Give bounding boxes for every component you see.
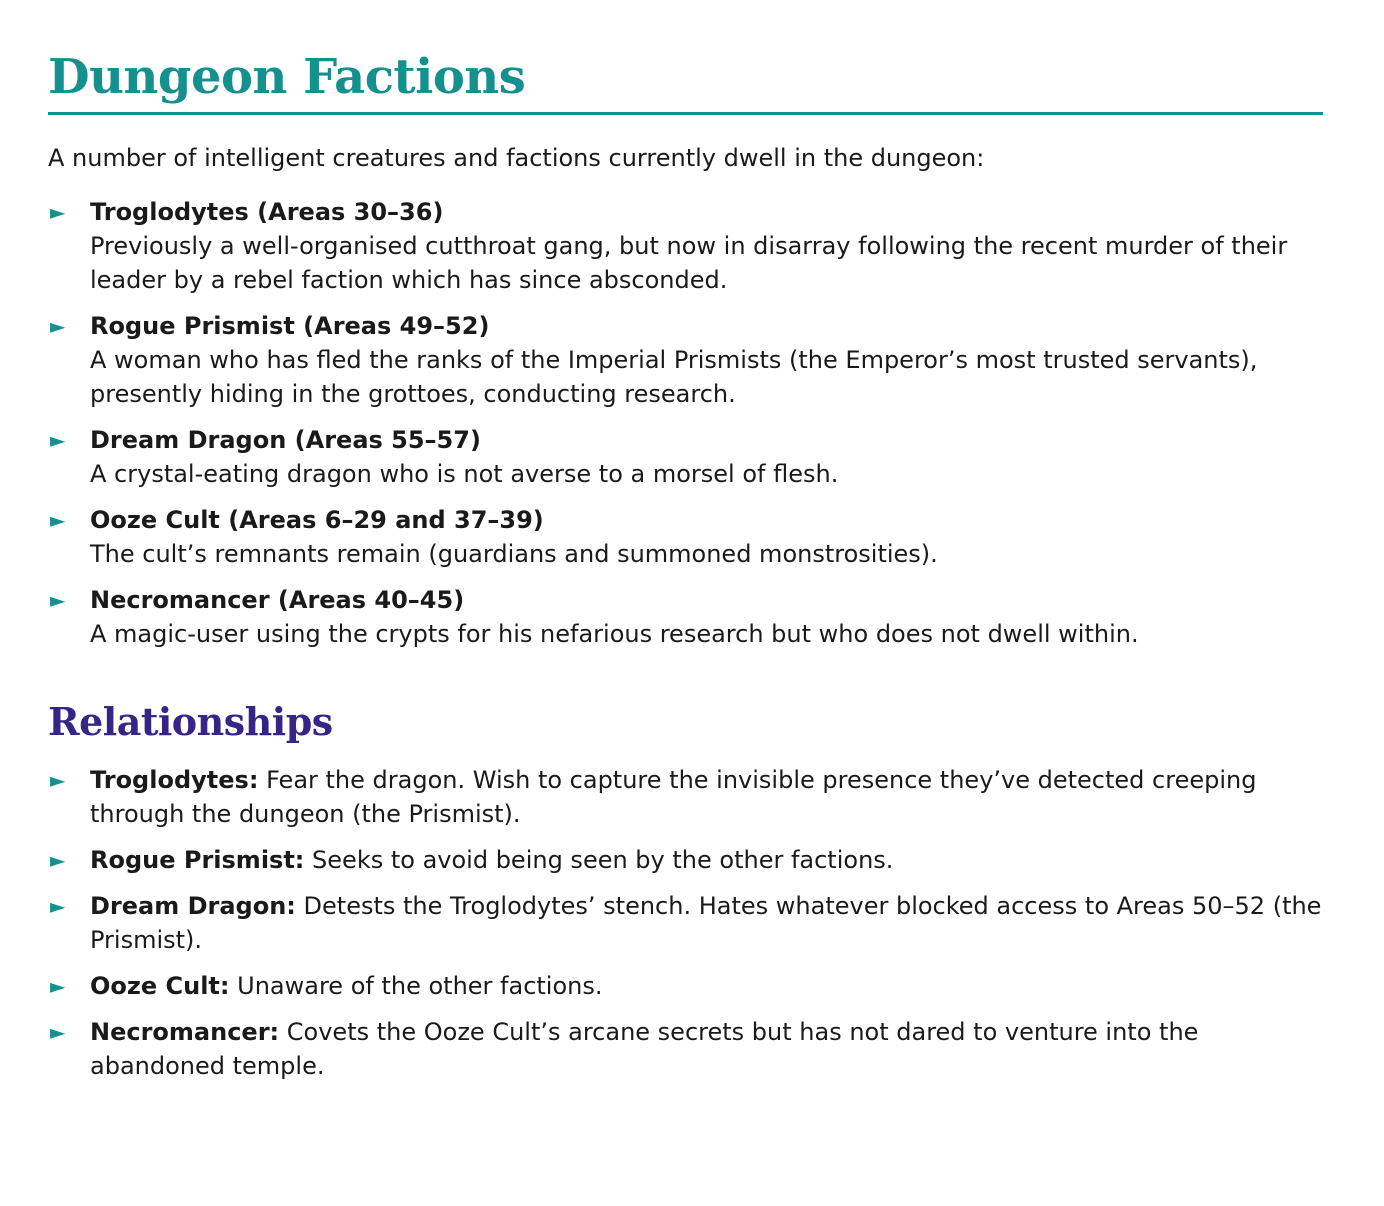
bullet-arrow-icon: ►: [50, 1020, 66, 1044]
relationship-text: Unaware of the other factions.: [237, 972, 603, 1000]
relationship-label: Rogue Prismist:: [90, 846, 305, 874]
relationship-label: Ooze Cult:: [90, 972, 230, 1000]
relationship-item: [48, 1015, 1323, 1083]
faction-item: [48, 583, 1323, 651]
bullet-arrow-icon: ►: [50, 200, 66, 224]
title-divider: [48, 112, 1323, 115]
faction-list: [48, 195, 1323, 651]
bullet-arrow-icon: ►: [50, 768, 66, 792]
document-page: [48, 44, 1323, 1095]
faction-item: [48, 423, 1323, 491]
bullet-arrow-icon: ►: [50, 894, 66, 918]
relationship-list: [48, 763, 1323, 1083]
faction-title: Ooze Cult (Areas 6–29 and 37–39): [90, 506, 544, 534]
faction-title: Necromancer (Areas 40–45): [90, 586, 465, 614]
faction-description: A magic-user using the crypts for his nefarious research but who does not dwell within.: [90, 620, 1139, 648]
relationship-item: [48, 889, 1323, 957]
bullet-arrow-icon: ►: [50, 314, 66, 338]
relationship-item: [48, 843, 1323, 877]
bullet-arrow-icon: ►: [50, 974, 66, 998]
faction-item: [48, 309, 1323, 411]
faction-title: Rogue Prismist (Areas 49–52): [90, 312, 490, 340]
relationship-text: Seeks to avoid being seen by the other factions.: [312, 846, 894, 874]
relationships-heading: Relationships: [48, 699, 333, 744]
faction-description: A woman who has fled the ranks of the Imperial Prismists (the Emperor’s most trusted servants), presently hiding in the grottoes, conducting research.: [90, 346, 1258, 408]
relationship-text: Fear the dragon. Wish to capture the invisible presence they’ve detected creeping through the dungeon (the Prismist).: [90, 766, 1257, 828]
faction-item: [48, 503, 1323, 571]
relationship-item: [48, 763, 1323, 831]
bullet-arrow-icon: ►: [50, 588, 66, 612]
bullet-arrow-icon: ►: [50, 428, 66, 452]
relationship-item: [48, 969, 1323, 1003]
bullet-arrow-icon: ►: [50, 848, 66, 872]
relationship-label: Troglodytes:: [90, 766, 259, 794]
relationship-text: Covets the Ooze Cult’s arcane secrets but has not dared to venture into the abandoned temple.: [90, 1018, 1199, 1080]
intro-paragraph: A number of intelligent creatures and factions currently dwell in the dungeon:: [48, 144, 985, 172]
relationship-label: Dream Dragon:: [90, 892, 296, 920]
relationship-label: Necromancer:: [90, 1018, 280, 1046]
bullet-arrow-icon: ►: [50, 508, 66, 532]
faction-description: A crystal-eating dragon who is not averse to a morsel of flesh.: [90, 460, 839, 488]
faction-item: [48, 195, 1323, 297]
faction-description: Previously a well-organised cutthroat gang, but now in disarray following the recent murder of their leader by a rebel faction which has since absconded.: [90, 232, 1288, 294]
faction-description: The cult’s remnants remain (guardians and summoned monstrosities).: [90, 540, 938, 568]
relationship-text: Detests the Troglodytes’ stench. Hates whatever blocked access to Areas 50–52 (the Prismist).: [90, 892, 1322, 954]
faction-title: Dream Dragon (Areas 55–57): [90, 426, 481, 454]
faction-title: Troglodytes (Areas 30–36): [90, 198, 444, 226]
page-title: Dungeon Factions: [48, 49, 526, 105]
